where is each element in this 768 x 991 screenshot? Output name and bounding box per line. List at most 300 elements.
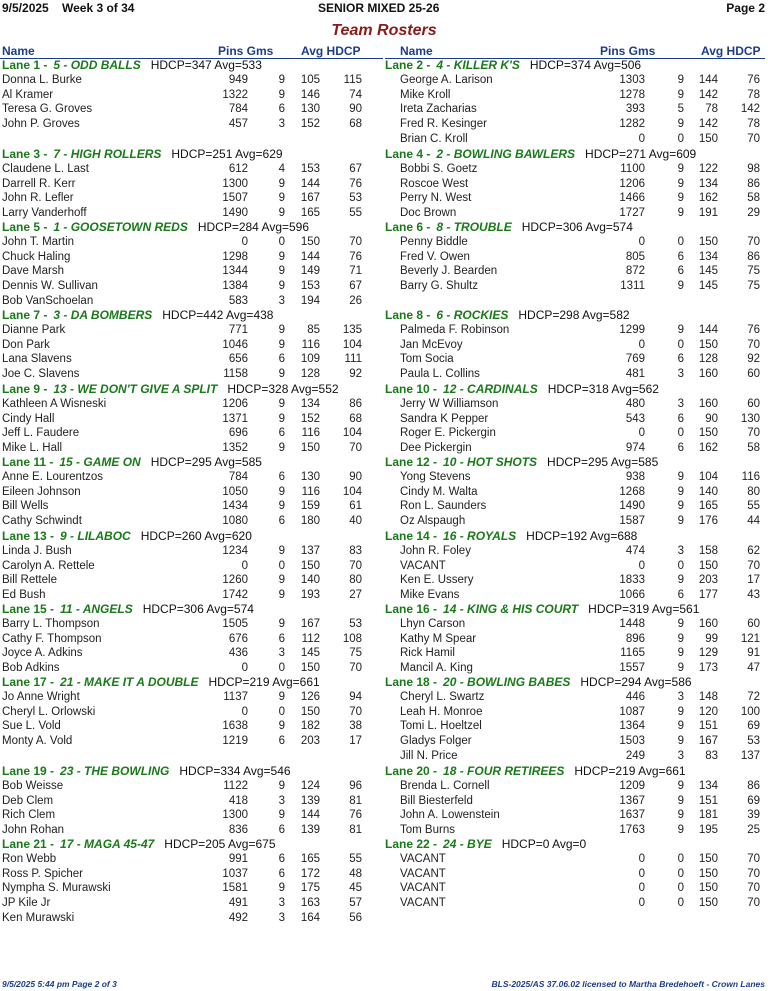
player-games: 9 xyxy=(677,794,684,807)
player-row xyxy=(385,88,765,103)
player-pins: 1367 xyxy=(619,794,645,807)
player-games: 9 xyxy=(677,471,684,483)
player-pins: 0 xyxy=(241,662,248,675)
player-avg: 180 xyxy=(300,515,320,528)
player-avg: 160 xyxy=(698,368,718,381)
player-name: Eileen Johnson xyxy=(2,485,81,498)
team-name: 20 - BOWLING BABES xyxy=(443,675,571,689)
player-pins: 974 xyxy=(625,442,645,455)
player-pins: 1299 xyxy=(619,324,645,336)
player-name: Cindy Hall xyxy=(2,412,55,425)
player-pins: 1298 xyxy=(222,250,248,263)
player-row xyxy=(0,323,382,338)
player-name: Deb Clem xyxy=(2,794,54,807)
player-hdcp: 111 xyxy=(344,353,362,366)
player-row xyxy=(385,73,765,88)
player-games: 0 xyxy=(677,853,684,865)
player-avg: 182 xyxy=(300,720,320,733)
player-row xyxy=(0,294,382,309)
player-avg: 165 xyxy=(300,853,320,865)
player-games: 9 xyxy=(677,705,684,718)
player-pins: 836 xyxy=(228,824,248,837)
player-games: 0 xyxy=(677,559,684,572)
player-row xyxy=(0,397,382,412)
player-row xyxy=(0,794,382,809)
player-name: Ron Webb xyxy=(2,853,57,865)
player-avg: 146 xyxy=(300,88,320,101)
player-avg: 151 xyxy=(698,720,718,733)
team-stats: HDCP=219 Avg=661 xyxy=(574,764,686,778)
player-row xyxy=(0,588,382,603)
player-pins: 784 xyxy=(228,471,248,483)
player-pins: 1557 xyxy=(619,662,645,675)
player-row xyxy=(0,896,382,911)
player-name: Jo Anne Wright xyxy=(2,691,80,703)
player-name: Ron L. Saunders xyxy=(400,500,487,513)
player-pins: 0 xyxy=(638,897,645,910)
player-name: Mike Evans xyxy=(400,589,460,602)
player-hdcp: 137 xyxy=(740,749,760,762)
player-games: 9 xyxy=(278,265,285,278)
player-avg: 144 xyxy=(300,177,320,190)
player-pins: 0 xyxy=(638,338,645,351)
player-name: Bill Biesterfeld xyxy=(400,794,473,807)
player-hdcp: 55 xyxy=(349,853,362,865)
player-row xyxy=(0,352,382,367)
player-row xyxy=(0,705,382,720)
team-block xyxy=(0,529,382,603)
player-games: 9 xyxy=(677,88,684,101)
player-name: Dee Pickergin xyxy=(400,442,472,455)
player-pins: 805 xyxy=(625,250,645,263)
player-name: Ken E. Ussery xyxy=(400,574,474,587)
player-pins: 0 xyxy=(241,236,248,248)
player-hdcp: 70 xyxy=(747,867,760,880)
player-row xyxy=(385,426,765,441)
player-avg: 109 xyxy=(300,353,320,366)
player-row xyxy=(0,632,382,647)
player-row xyxy=(385,896,765,911)
team-block xyxy=(0,602,382,676)
team-block xyxy=(385,308,765,382)
name-header: Name xyxy=(400,44,433,58)
player-games: 0 xyxy=(677,882,684,895)
player-pins: 0 xyxy=(638,559,645,572)
team-name: 5 - ODD BALLS xyxy=(53,58,141,72)
player-avg: 134 xyxy=(698,250,718,263)
player-games: 6 xyxy=(278,853,285,865)
player-row xyxy=(385,808,765,823)
team-stats: HDCP=306 Avg=574 xyxy=(142,602,254,616)
player-avg: 85 xyxy=(307,324,320,336)
player-games: 9 xyxy=(677,662,684,675)
player-name: Chuck Haling xyxy=(2,250,71,263)
lane-label: Lane 12 - xyxy=(385,455,438,469)
player-pins: 0 xyxy=(638,867,645,880)
player-name: Kathy M Spear xyxy=(400,632,477,645)
player-name: Mike Kroll xyxy=(400,88,451,101)
player-name: Oz Alspaugh xyxy=(400,515,466,528)
player-pins: 991 xyxy=(228,853,248,865)
player-pins: 1763 xyxy=(619,824,645,837)
player-pins: 457 xyxy=(228,118,248,131)
player-games: 3 xyxy=(677,545,684,557)
player-name: George A. Larison xyxy=(400,74,493,86)
player-avg: 120 xyxy=(698,705,718,718)
player-avg: 128 xyxy=(698,353,718,366)
right-column-header xyxy=(385,44,765,59)
player-avg: 150 xyxy=(300,662,320,675)
player-games: 0 xyxy=(677,867,684,880)
player-hdcp: 62 xyxy=(747,545,760,557)
player-hdcp: 104 xyxy=(342,485,362,498)
player-avg: 150 xyxy=(300,442,320,455)
player-hdcp: 76 xyxy=(349,809,362,822)
player-row xyxy=(385,588,765,603)
player-pins: 1080 xyxy=(222,515,248,528)
player-pins: 1165 xyxy=(620,647,645,660)
player-row xyxy=(385,617,765,632)
player-avg: 116 xyxy=(301,427,320,440)
player-name: John A. Lowenstein xyxy=(400,809,500,822)
player-games: 9 xyxy=(278,618,285,630)
player-row xyxy=(385,881,765,896)
player-avg: 150 xyxy=(698,132,718,145)
player-name: Cheryl L. Swartz xyxy=(400,691,485,703)
player-games: 9 xyxy=(278,720,285,733)
team-header xyxy=(0,675,382,690)
player-name: John R. Lefler xyxy=(2,192,74,205)
player-avg: 126 xyxy=(300,691,320,703)
lane-label: Lane 15 - xyxy=(2,602,55,616)
team-header xyxy=(385,529,765,544)
player-games: 6 xyxy=(278,867,285,880)
player-name: Sue L. Vold xyxy=(2,720,61,733)
team-name: 13 - WE DON'T GIVE A SPLIT xyxy=(53,382,218,396)
player-pins: 1434 xyxy=(222,500,248,513)
player-avg: 145 xyxy=(698,265,718,278)
player-games: 9 xyxy=(278,882,285,895)
player-avg: 150 xyxy=(698,853,718,865)
player-avg: 78 xyxy=(705,103,718,116)
player-hdcp: 80 xyxy=(747,485,760,498)
player-avg: 162 xyxy=(698,192,718,205)
player-games: 6 xyxy=(677,250,684,263)
player-pins: 474 xyxy=(625,545,645,557)
player-games: 9 xyxy=(677,735,684,748)
player-hdcp: 67 xyxy=(349,163,362,175)
player-name: Linda J. Bush xyxy=(2,545,72,557)
player-row xyxy=(385,661,765,676)
player-name: Dave Marsh xyxy=(2,265,64,278)
team-stats: HDCP=298 Avg=582 xyxy=(518,308,630,322)
team-header xyxy=(385,764,765,779)
player-name: Brian C. Kroll xyxy=(400,132,468,145)
player-hdcp: 130 xyxy=(740,412,760,425)
player-games: 6 xyxy=(278,515,285,528)
player-pins: 1303 xyxy=(619,74,645,86)
player-row xyxy=(0,367,382,382)
player-games: 6 xyxy=(278,735,285,748)
player-hdcp: 70 xyxy=(349,236,362,248)
player-pins: 1490 xyxy=(222,207,248,220)
player-games: 6 xyxy=(278,427,285,440)
player-avg: 167 xyxy=(300,618,320,630)
team-header xyxy=(385,382,765,397)
player-pins: 0 xyxy=(241,705,248,718)
player-hdcp: 17 xyxy=(349,735,362,748)
player-avg: 152 xyxy=(300,412,320,425)
player-row xyxy=(0,117,382,132)
player-name: VACANT xyxy=(400,559,446,572)
player-avg: 150 xyxy=(698,882,718,895)
player-hdcp: 86 xyxy=(747,780,760,792)
player-hdcp: 70 xyxy=(747,338,760,351)
lane-label: Lane 17 - xyxy=(2,675,55,689)
player-pins: 1234 xyxy=(222,545,248,557)
player-row xyxy=(0,573,382,588)
team-header xyxy=(0,764,382,779)
team-header xyxy=(0,837,382,852)
player-pins: 1311 xyxy=(620,280,645,293)
player-row xyxy=(0,206,382,221)
player-row xyxy=(385,632,765,647)
player-hdcp: 70 xyxy=(747,132,760,145)
player-hdcp: 70 xyxy=(349,559,362,572)
player-name: Bob VanSchoelan xyxy=(2,294,94,307)
player-avg: 194 xyxy=(300,294,320,307)
team-stats: HDCP=318 Avg=562 xyxy=(547,382,659,396)
player-pins: 1371 xyxy=(222,412,248,425)
player-pins: 1587 xyxy=(619,515,645,528)
player-hdcp: 53 xyxy=(349,618,362,630)
player-row xyxy=(385,573,765,588)
team-name: 6 - ROCKIES xyxy=(436,308,509,322)
lane-label: Lane 9 - xyxy=(2,382,48,396)
player-hdcp: 104 xyxy=(342,427,362,440)
player-name: Carolyn A. Rettele xyxy=(2,559,95,572)
team-name: 18 - FOUR RETIREES xyxy=(443,764,565,778)
team-block xyxy=(0,382,382,456)
lane-label: Lane 16 - xyxy=(385,602,438,616)
player-games: 9 xyxy=(278,574,285,587)
player-avg: 144 xyxy=(300,250,320,263)
player-games: 9 xyxy=(278,338,285,351)
player-games: 9 xyxy=(278,691,285,703)
player-games: 9 xyxy=(677,118,684,131)
player-games: 5 xyxy=(677,103,684,116)
player-games: 9 xyxy=(278,88,285,101)
left-column-header xyxy=(0,44,383,59)
player-pins: 1268 xyxy=(619,485,645,498)
avg-hdcp-header: Avg HDCP xyxy=(301,44,361,58)
player-avg: 144 xyxy=(698,74,718,86)
team-name: 9 - LILABOC xyxy=(60,529,131,543)
team-stats: HDCP=347 Avg=533 xyxy=(150,58,262,72)
player-games: 9 xyxy=(278,207,285,220)
player-pins: 1037 xyxy=(222,867,248,880)
player-pins: 249 xyxy=(625,749,645,762)
player-row xyxy=(385,514,765,529)
player-name: VACANT xyxy=(400,882,446,895)
team-stats: HDCP=219 Avg=661 xyxy=(208,675,320,689)
player-name: Monty A. Vold xyxy=(2,735,73,748)
team-block xyxy=(0,220,382,308)
player-games: 0 xyxy=(677,427,684,440)
player-hdcp: 121 xyxy=(740,632,760,645)
player-row xyxy=(385,852,765,867)
player-avg: 142 xyxy=(698,118,718,131)
player-row xyxy=(385,250,765,265)
player-games: 9 xyxy=(278,500,285,513)
player-games: 6 xyxy=(278,632,285,645)
player-games: 9 xyxy=(278,368,285,381)
team-header xyxy=(385,675,765,690)
player-pins: 446 xyxy=(625,691,645,703)
lane-label: Lane 3 - xyxy=(2,147,48,161)
player-name: John Rohan xyxy=(2,824,65,837)
team-stats: HDCP=374 Avg=506 xyxy=(529,58,642,72)
player-row xyxy=(0,911,382,926)
team-header xyxy=(0,58,382,73)
player-avg: 165 xyxy=(698,500,718,513)
team-stats: HDCP=0 Avg=0 xyxy=(501,837,587,851)
player-games: 3 xyxy=(677,398,684,410)
player-pins: 1364 xyxy=(619,720,645,733)
team-block xyxy=(0,764,382,838)
team-header xyxy=(0,382,382,397)
player-pins: 1507 xyxy=(222,192,248,205)
player-pins: 896 xyxy=(625,632,645,645)
player-hdcp: 55 xyxy=(349,207,362,220)
player-games: 9 xyxy=(677,809,684,822)
player-hdcp: 98 xyxy=(747,163,760,175)
player-pins: 543 xyxy=(625,412,645,425)
player-hdcp: 71 xyxy=(349,265,362,278)
player-row xyxy=(385,646,765,661)
player-avg: 172 xyxy=(300,867,320,880)
player-hdcp: 61 xyxy=(349,500,362,513)
player-name: Claudene L. Last xyxy=(2,163,89,175)
player-name: Larry Vanderhoff xyxy=(2,207,87,220)
player-name: Sandra K Pepper xyxy=(400,412,489,425)
player-name: Cathy Schwindt xyxy=(2,515,82,528)
player-name: Brenda L. Cornell xyxy=(400,780,490,792)
player-name: Bill Rettele xyxy=(2,574,57,587)
player-name: Jill N. Price xyxy=(400,749,458,762)
player-hdcp: 135 xyxy=(342,324,362,336)
team-header xyxy=(0,220,382,235)
player-row xyxy=(0,426,382,441)
player-games: 9 xyxy=(278,589,285,602)
player-games: 6 xyxy=(278,824,285,837)
player-pins: 1638 xyxy=(222,720,248,733)
player-pins: 1278 xyxy=(619,88,645,101)
player-row xyxy=(385,132,765,147)
player-row xyxy=(0,719,382,734)
player-games: 9 xyxy=(677,515,684,528)
team-stats: HDCP=306 Avg=574 xyxy=(521,220,633,234)
player-hdcp: 47 xyxy=(747,662,760,675)
player-avg: 152 xyxy=(300,118,320,131)
team-block xyxy=(385,675,765,763)
player-avg: 153 xyxy=(300,280,320,293)
player-row xyxy=(385,734,765,749)
player-avg: 112 xyxy=(301,632,320,645)
player-games: 3 xyxy=(278,647,285,660)
player-games: 3 xyxy=(278,911,285,924)
player-name: Ross P. Spicher xyxy=(2,867,83,880)
player-name: Tom Burns xyxy=(400,824,455,837)
player-pins: 1490 xyxy=(619,500,645,513)
player-name: JP Kile Jr xyxy=(2,897,51,910)
player-hdcp: 90 xyxy=(349,471,362,483)
name-header: Name xyxy=(2,44,35,58)
player-avg: 162 xyxy=(698,442,718,455)
player-name: Tom Socia xyxy=(400,353,454,366)
player-name: Dennis W. Sullivan xyxy=(2,280,98,293)
player-name: Nympha S. Murawski xyxy=(2,882,111,895)
player-hdcp: 70 xyxy=(349,705,362,718)
player-games: 4 xyxy=(278,163,285,175)
team-block xyxy=(0,837,382,925)
player-hdcp: 60 xyxy=(747,368,760,381)
player-pins: 1206 xyxy=(222,398,248,410)
player-name: Yong Stevens xyxy=(400,471,471,483)
player-hdcp: 39 xyxy=(747,809,760,822)
player-avg: 130 xyxy=(300,103,320,116)
player-pins: 1260 xyxy=(222,574,248,587)
player-name: Rich Clem xyxy=(2,809,56,822)
player-row xyxy=(385,102,765,117)
player-row xyxy=(385,338,765,353)
player-row xyxy=(0,852,382,867)
player-hdcp: 68 xyxy=(349,118,362,131)
player-hdcp: 96 xyxy=(349,780,362,792)
player-hdcp: 75 xyxy=(747,265,760,278)
player-pins: 1833 xyxy=(619,574,645,587)
player-pins: 949 xyxy=(228,74,248,86)
lane-label: Lane 10 - xyxy=(385,382,438,396)
player-hdcp: 86 xyxy=(747,250,760,263)
player-pins: 0 xyxy=(241,559,248,572)
player-pins: 583 xyxy=(228,294,248,307)
player-row xyxy=(385,206,765,221)
player-name: Palmeda F. Robinson xyxy=(400,324,510,336)
player-games: 9 xyxy=(677,720,684,733)
team-block xyxy=(385,764,765,838)
team-header xyxy=(385,308,765,323)
player-games: 9 xyxy=(677,618,684,630)
player-row xyxy=(0,617,382,632)
player-hdcp: 81 xyxy=(349,824,362,837)
player-games: 9 xyxy=(677,74,684,86)
player-pins: 1637 xyxy=(619,809,645,822)
player-name: Ken Murawski xyxy=(2,911,75,924)
player-pins: 1046 xyxy=(222,338,248,351)
player-pins: 656 xyxy=(228,353,248,366)
team-name: 17 - MAGA 45-47 xyxy=(60,837,155,851)
player-row xyxy=(0,470,382,485)
player-hdcp: 115 xyxy=(343,74,362,86)
team-name: 15 - GAME ON xyxy=(59,455,141,469)
player-hdcp: 76 xyxy=(349,250,362,263)
team-block xyxy=(0,455,382,529)
player-games: 6 xyxy=(677,265,684,278)
player-games: 9 xyxy=(278,442,285,455)
lane-label: Lane 1 - xyxy=(2,58,48,72)
player-games: 0 xyxy=(677,132,684,145)
